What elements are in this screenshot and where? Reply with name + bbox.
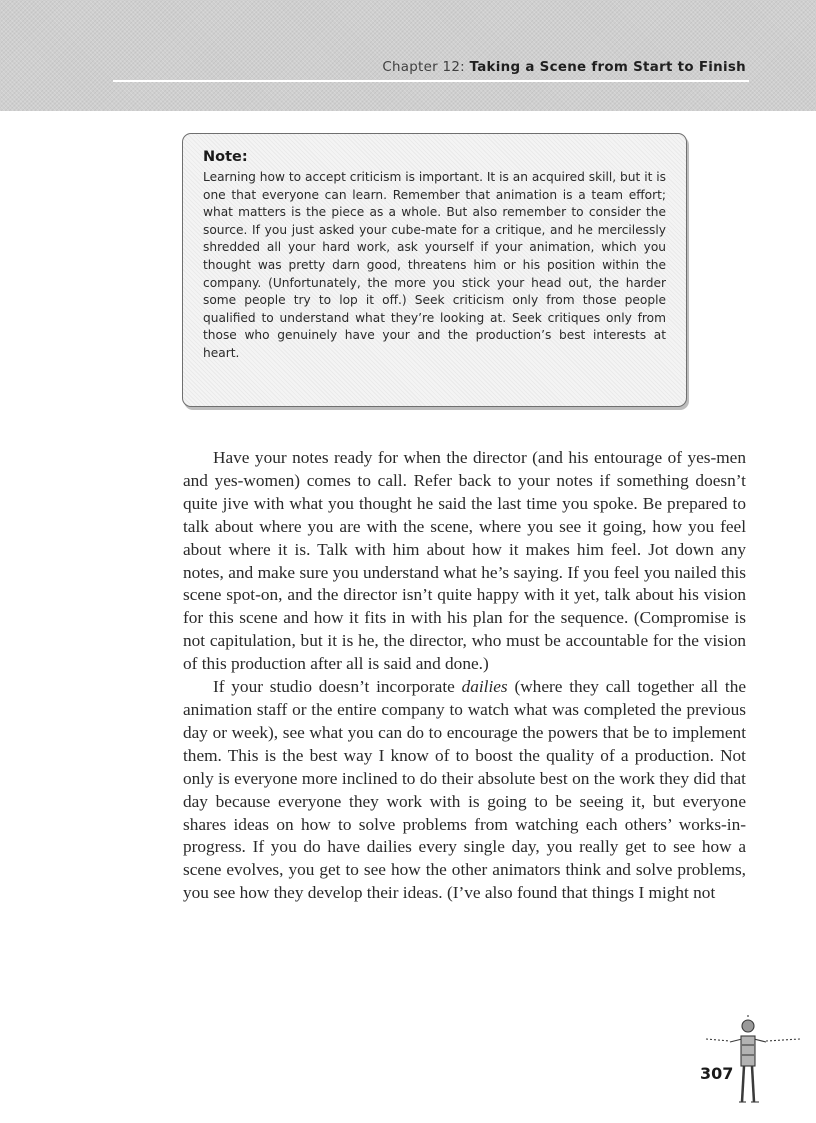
note-box <box>182 133 687 407</box>
running-head <box>382 60 746 75</box>
header-band <box>0 0 816 111</box>
note-text: Learning how to accept criticism is important. It is an acquired skill, but it is one that everyone can learn. Remember that animation is a team effort; what matters is the piece as a whole. But also remember to consider the source. If you just asked your cube-mate for a critique, and he mercilessly shredded all your hard work, ask yourself if your animation, which you thought was pretty darn good, threatens him or his position within the company. (Unfortunately, the more you stick your head out, the harder some people try to lop it off.) Seek criticism only from those people qualified to understand what they’re looking at. Seek critiques only from those who genuinely have your and the production’s best interests at heart. <box>203 170 666 360</box>
paragraph-text: (where they call together all the animation staff or the entire company to watch what was completed the previous day or week), see what you can do to encourage the powers that be to implement them. This is the best way I know of to boost the quality of a production. Not only is everyone more inclined to do their absolute best on the work they did that day because everyone they work with is going to be seeing it, but everyone shares ideas on how to solve problems from watching each others’ works-in-progress. If you do have dailies every single day, you really get to see how a scene evolves, you get to see how the other animators think and solve problems, you see how they develop their ideas. (I’ve also found that things I might not <box>183 677 747 903</box>
body-paragraph: Have your notes ready for when the director (and his entourage of yes-men and yes-women) comes to call. Refer back to your notes if something doesn’t quite jive with what you thought he said the last time you spoke. Be prepared to talk about where you are with the scene, where you see it going, how you feel about where it is. Talk with him about how it makes him feel. Jot down any notes, and make sure you understand what he’s saying. If you feel you nailed this scene spot-on, and the director isn’t quite happy with it yet, talk about his vision for this scene and how it fits in with his plan for the sequence. (Compromise is not capitulation, but it is he, the director, who must be accountable for the vision of this production after all is said and done.) <box>183 448 746 674</box>
body-text <box>183 447 746 905</box>
chapter-title: Taking a Scene from Start to Finish <box>469 60 746 75</box>
paragraph-text: If your studio doesn’t incorporate <box>213 677 462 697</box>
chapter-label: Chapter 12: <box>382 60 470 75</box>
italic-term: dailies <box>461 677 508 697</box>
page-number: 307 <box>700 1064 734 1083</box>
figure-icon <box>702 1012 806 1116</box>
header-rule <box>113 80 749 82</box>
body-paragraph <box>183 676 746 905</box>
note-heading: Note: <box>203 149 248 165</box>
